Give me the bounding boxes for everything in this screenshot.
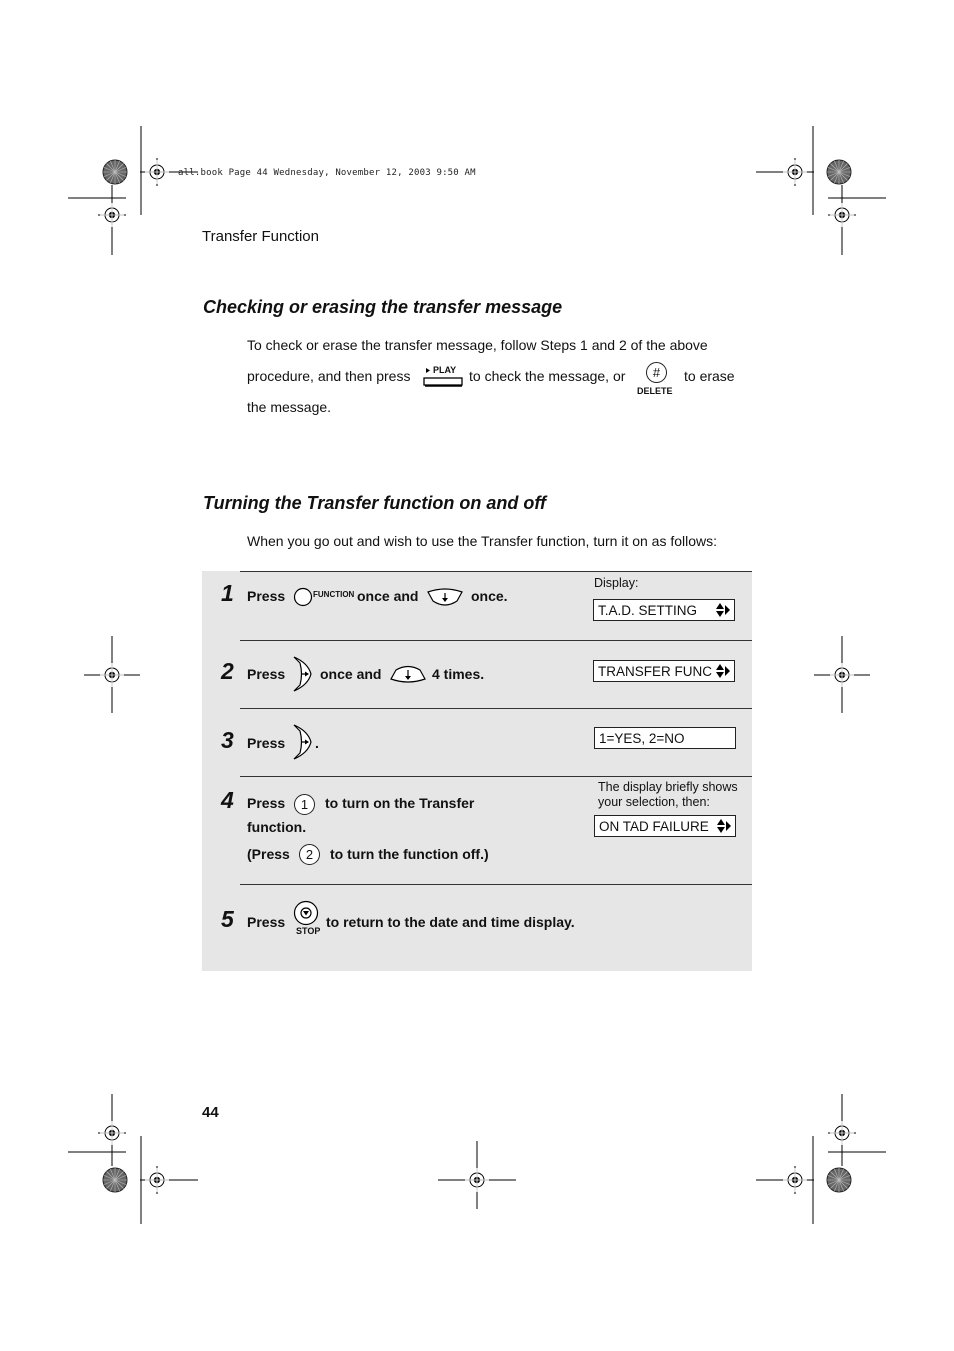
down-arrow-key-icon xyxy=(389,663,427,687)
step4-note2: your selection, then: xyxy=(598,795,710,809)
step2-mid: once and xyxy=(320,666,382,682)
step4-press: Press xyxy=(247,795,286,811)
delete-key-symbol: # xyxy=(646,362,667,383)
lcd-step4 xyxy=(594,815,736,837)
divider-4 xyxy=(240,884,752,885)
function-key-icon xyxy=(293,587,355,607)
step-number-2: 2 xyxy=(221,658,234,684)
divider-1 xyxy=(240,640,752,641)
step5-press: Press xyxy=(247,914,286,930)
step4-text1: to turn on the Transfer xyxy=(325,795,475,811)
delete-key-icon xyxy=(637,362,677,396)
page-number: 44 xyxy=(202,1104,219,1121)
section2-intro: When you go out and wish to use the Transfer function, turn it on as follows: xyxy=(247,533,718,549)
section1-line2c: to erase xyxy=(684,368,735,384)
key-1-icon: 1 xyxy=(294,794,315,815)
step5-end: to return to the date and time display. xyxy=(326,914,575,930)
running-head: Transfer Function xyxy=(202,228,319,245)
step4-text3: to turn the function off.) xyxy=(330,846,489,862)
step3-press: Press xyxy=(247,735,286,751)
steps-panel xyxy=(202,571,752,971)
print-header: all.book Page 44 Wednesday, November 12, 2003 9:50 AM xyxy=(178,168,476,178)
step4-note1: The display briefly shows xyxy=(598,780,738,794)
divider-3 xyxy=(240,776,752,777)
step3-end: . xyxy=(315,735,319,751)
divider-2 xyxy=(240,708,752,709)
divider-top xyxy=(240,571,752,572)
section1-line3: the message. xyxy=(247,399,332,415)
right-arrow-key-icon xyxy=(292,723,314,761)
lcd-step3-text: 1=YES, 2=NO xyxy=(599,731,685,746)
play-key-icon xyxy=(423,365,463,389)
play-key-label: PLAY xyxy=(433,365,457,375)
scroll-arrows-icon xyxy=(714,817,732,835)
delete-key-label: DELETE xyxy=(637,386,673,396)
step-number-3: 3 xyxy=(221,727,234,753)
step4-text2: function. xyxy=(247,819,307,835)
step2-end: 4 times. xyxy=(432,666,485,682)
display-label: Display: xyxy=(594,576,639,590)
section1-line2b: to check the message, or xyxy=(469,368,626,384)
stop-key-label: STOP xyxy=(296,926,321,936)
key-2-icon: 2 xyxy=(299,844,320,865)
scroll-arrows-icon xyxy=(713,662,731,680)
lcd-step3 xyxy=(594,727,736,749)
lcd-step4-text: ON TAD FAILURE xyxy=(599,819,709,834)
stop-key-icon xyxy=(292,900,322,938)
step1-end: once. xyxy=(471,588,508,604)
step4-press2: (Press xyxy=(247,846,290,862)
lcd-step1-text: T.A.D. SETTING xyxy=(598,603,698,618)
step2-press: Press xyxy=(247,666,286,682)
function-key-label: FUNCTION xyxy=(313,590,355,599)
lcd-step2 xyxy=(593,660,735,682)
step1-mid: once and xyxy=(357,588,419,604)
step-number-5: 5 xyxy=(221,906,234,932)
step-number-1: 1 xyxy=(221,580,234,606)
section-title-turning: Turning the Transfer function on and off xyxy=(203,493,546,513)
scroll-arrows-icon xyxy=(713,601,731,619)
section-title-checking: Checking or erasing the transfer message xyxy=(203,297,563,317)
lcd-step2-text: TRANSFER FUNC xyxy=(598,664,712,679)
right-arrow-key-icon xyxy=(292,655,314,693)
up-arrow-key-icon xyxy=(426,585,464,609)
section1-line1: To check or erase the transfer message, follow Steps 1 and 2 of the above xyxy=(247,337,708,353)
step-number-4: 4 xyxy=(221,787,234,813)
lcd-step1 xyxy=(593,599,735,621)
section1-line2a: procedure, and then press xyxy=(247,368,411,384)
step1-press: Press xyxy=(247,588,286,604)
